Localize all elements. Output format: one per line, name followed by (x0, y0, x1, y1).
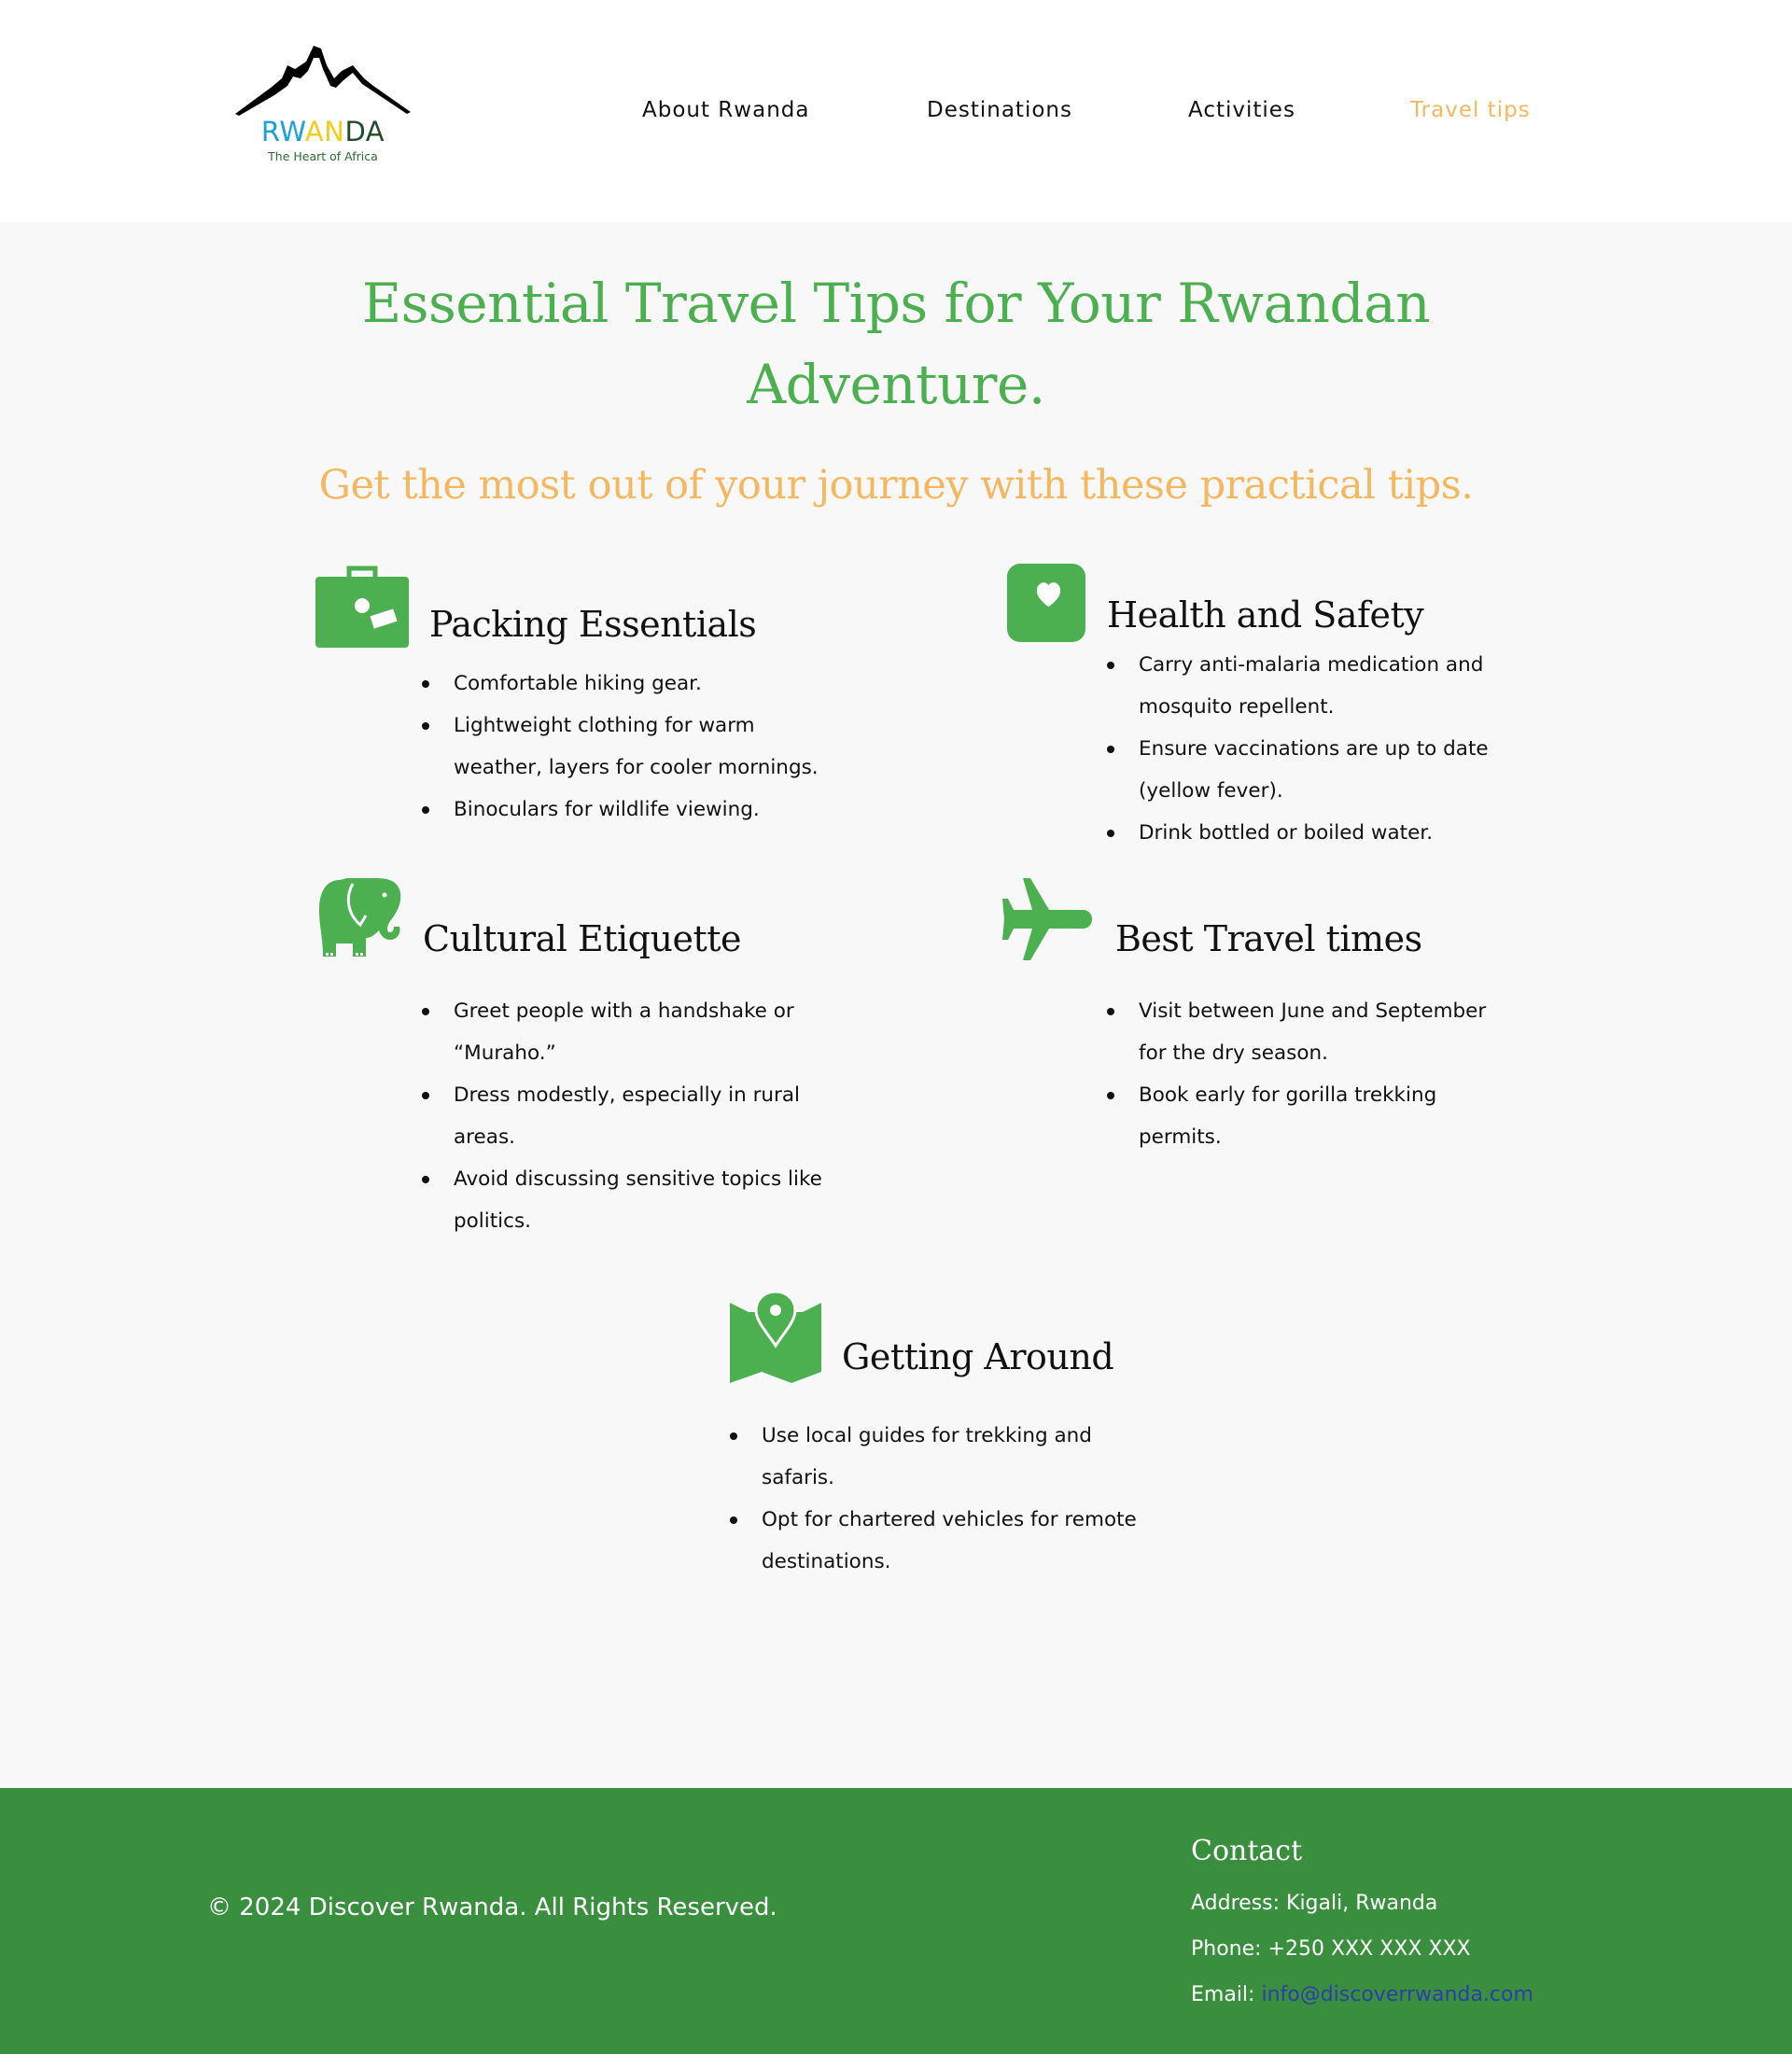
list-item: Opt for chartered vehicles for remote destinations. (730, 1499, 1169, 1583)
list-item: Avoid discussing sensitive topics like politics. (422, 1158, 833, 1242)
contact-address: Address: Kigali, Rwanda (1191, 1892, 1438, 1915)
list-item: Binoculars for wildlife viewing. (422, 789, 833, 831)
nav-travel-tips[interactable]: Travel tips (1410, 98, 1531, 122)
list-item: Lightweight clothing for warm weather, layers for cooler mornings. (422, 705, 833, 789)
heart-icon (1007, 564, 1085, 646)
list-item: Drink bottled or boiled water. (1107, 812, 1508, 854)
elephant-icon (319, 878, 403, 962)
list-item: Book early for gorilla trekking permits. (1107, 1074, 1508, 1158)
tip-list (422, 990, 833, 1242)
tip-title: Cultural Etiquette (423, 918, 741, 959)
airplane-icon (1001, 878, 1092, 964)
nav-activities[interactable]: Activities (1188, 98, 1295, 122)
tip-title: Best Travel times (1115, 918, 1422, 959)
nav-about-rwanda[interactable]: About Rwanda (642, 98, 810, 122)
logo-text-da: DA (344, 116, 385, 147)
page-title: Essential Travel Tips for Your Rwandan Adventure. (361, 272, 1431, 416)
contact-email-label: Email: (1191, 1983, 1262, 2006)
list-item: Use local guides for trekking and safaris. (730, 1415, 1169, 1499)
contact-email-link[interactable]: info@discoverrwanda.com (1261, 1983, 1533, 2006)
list-item: Ensure vaccinations are up to date (yellow fever). (1107, 728, 1508, 812)
tip-list (422, 663, 833, 831)
list-item: Visit between June and September for the dry season. (1107, 990, 1508, 1074)
tip-title: Packing Essentials (429, 604, 757, 645)
main-nav (0, 93, 1792, 127)
logo-tagline: The Heart of Africa (268, 149, 378, 163)
map-pin-icon (730, 1292, 821, 1387)
logo-text-rw: RW (260, 116, 305, 147)
suitcase-icon (315, 566, 409, 651)
list-item: Carry anti-malaria medication and mosquito repellent. (1107, 644, 1508, 728)
contact-email-row (1191, 1979, 1533, 2011)
tip-list (1107, 990, 1508, 1158)
site-footer (0, 1788, 1792, 2054)
list-item: Comfortable hiking gear. (422, 663, 833, 705)
copyright-text: © 2024 Discover Rwanda. All Rights Reserved. (207, 1893, 777, 1921)
page-subtitle: Get the most out of your journey with these practical tips. (318, 462, 1474, 509)
contact-phone: Phone: +250 XXX XXX XXX (1191, 1937, 1471, 1961)
contact-title: Contact (1191, 1835, 1303, 1867)
tip-list (730, 1415, 1169, 1583)
logo-text-an: AN (304, 116, 345, 147)
tip-list (1107, 644, 1508, 854)
tip-title: Health and Safety (1107, 594, 1424, 636)
nav-destinations[interactable]: Destinations (927, 98, 1072, 122)
site-header (0, 0, 1792, 222)
list-item: Greet people with a handshake or “Muraho.” (422, 990, 833, 1074)
tip-title: Getting Around (842, 1336, 1114, 1377)
list-item: Dress modestly, especially in rural areas. (422, 1074, 833, 1158)
